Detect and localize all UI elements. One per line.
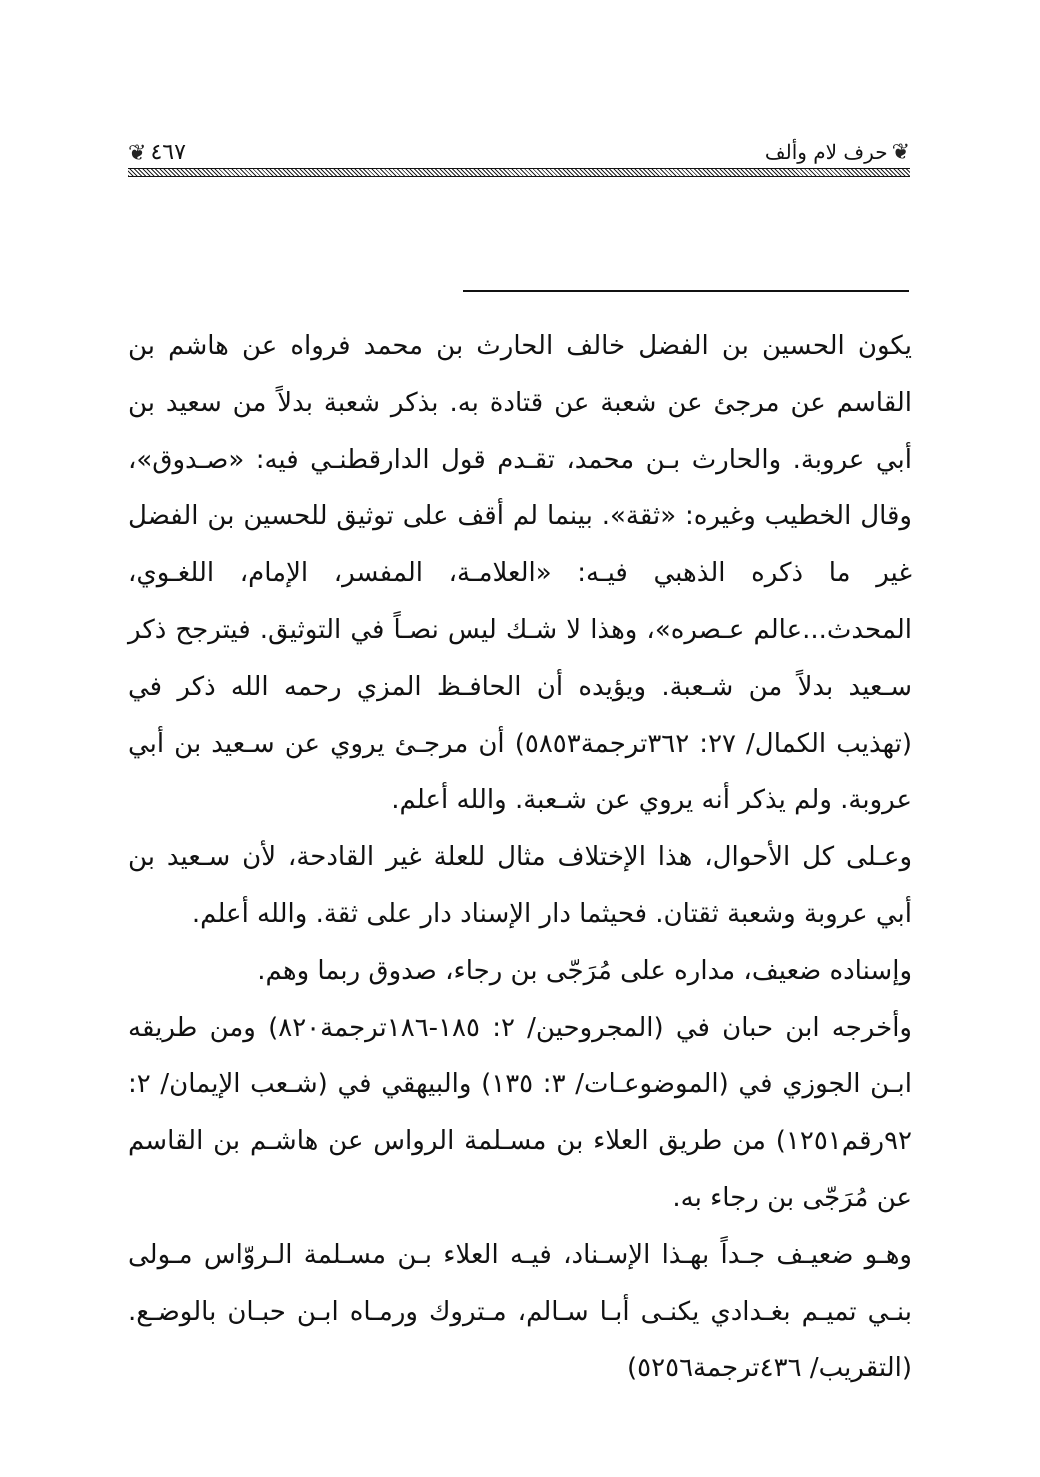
header-left — [128, 140, 186, 165]
paragraph: يكون الحسين بن الفضل خالف الحارث بن محمد فرواه عن هاشم بن القاسم عن مرجئ عن شعبة عن قتادة به. بذكر شعبة بدلاً من سعيد بن أبي عروبة. والحارث بـن محمد، تقـدم قول الدارقطنـي فيه: «صـدوق»، وقال الخطيب وغيره: «ثقة». بينما لم أقف على توثيق للحسين بن الفضل غير ما ذكره الذهبي فيـه: «العلامـة، المفسر، الإمام، اللغـوي، المحدث...عالم عـصره»، وهذا لا شـك ليس نصـاً في التوثيق. فيترجح ذكر سـعيد بدلاً من شـعبة. ويؤيده أن الحافـظ المزي رحمه الله ذكر في (تهذيب الكمال/ ٢٧: ٣٦٢ترجمة٥٨٥٣) أن مرجـئ يروي عن سـعيد بن أبي عروبة. ولم يذكر أنه يروي عن شـعبة. والله أعلم. — [128, 331, 912, 816]
header-divider — [128, 168, 910, 177]
paragraph: وهـو ضعيـف جـداً بهـذا الإسـناد، فيـه العلاء بـن مسـلمة الـروّاس مـولى بنـي تميـم بغـدادي يكنـى أبـا سـالم، مـتروك ورمـاه ابـن حبـان بالوضـع. (التقريب/ ٤٣٦ترجمة٥٢٥٦) — [128, 1239, 912, 1384]
chapter-title: حرف لام وألف — [764, 140, 888, 164]
ornament-icon: ❦ — [891, 140, 910, 165]
paragraph: وعـلى كل الأحوال، هذا الإختلاف مثال للعلة غير القادحة، لأن سـعيد بن أبي عروبة وشعبة ثقتان. فحيثما دار الإسناد دار على ثقة. والله أعلم. — [128, 842, 912, 929]
header-right — [765, 140, 910, 164]
paragraph: وأخرجه ابن حبان في (المجروحين/ ٢: ١٨٥-١٨٦ترجمة٨٢٠) ومن طريقه ابـن الجوزي في (الموضوعـات/ ٣: ١٣٥) والبيهقي في (شـعب الإيمان/ ٢: ٩٢رقم١٢٥١) من طريق العلاء بن مسـلمة الرواس عن هاشـم بن القاسم عن مُرَجّى بن رجاء به. — [128, 1012, 913, 1213]
paragraph: وإسناده ضعيف، مداره على مُرَجّى بن رجاء، صدوق ربما وهم. — [257, 955, 912, 986]
page-number: ٤٦٧ — [150, 140, 186, 165]
ornament-icon: ❦ — [128, 141, 147, 166]
footnote-divider — [463, 290, 909, 292]
body-text — [128, 318, 912, 1397]
